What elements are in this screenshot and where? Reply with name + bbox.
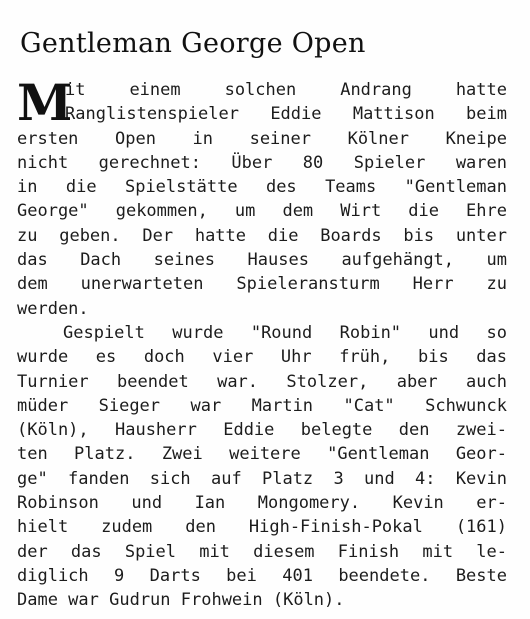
drop-cap: M xyxy=(17,73,73,132)
text-line: diglich 9 Darts bei 401 beendete. Beste xyxy=(17,565,507,586)
text-line: Dame war Gudrun Frohwein (Köln). xyxy=(17,590,345,611)
text-line: Turnier beendet war. Stolzer, aber auch xyxy=(17,371,507,392)
text-line: der das Spiel mit diesem Finish mit le- xyxy=(17,541,507,562)
text-line: ge" fanden sich auf Platz 3 und 4: Kevin xyxy=(17,468,507,489)
text-line: nicht gerechnet: Über 80 Spieler waren xyxy=(17,152,507,173)
text-line: it einem solchen Andrang hatte xyxy=(65,80,507,100)
article-title: Gentleman George Open xyxy=(20,28,366,59)
text-line: wurde es doch vier Uhr früh, bis das xyxy=(17,347,507,368)
text-line: ten Platz. Zwei weitere "Gentleman Geor- xyxy=(17,444,507,465)
text-line: in die Spielstätte des Teams "Gentleman xyxy=(17,177,507,198)
text-line: (Köln), Hausherr Eddie belegte den zwei- xyxy=(17,420,507,441)
article-body xyxy=(17,73,507,613)
text-line: müder Sieger war Martin "Cat" Schwunck xyxy=(17,395,507,416)
text-line: ersten Open in seiner Kölner Kneipe xyxy=(17,128,507,149)
text-line: hielt zudem den High-Finish-Pokal (161) xyxy=(17,517,507,538)
text-line: dem unerwarteten Spieleransturm Herr zu xyxy=(17,274,507,295)
text-line: werden. xyxy=(17,298,89,319)
text-line: Robinson und Ian Mongomery. Kevin er- xyxy=(17,493,507,514)
text-line: George" gekommen, um dem Wirt die Ehre xyxy=(17,201,507,222)
text-line: zu geben. Der hatte die Boards bis unter xyxy=(17,225,507,246)
text-line: das Dach seines Hauses aufgehängt, um xyxy=(17,250,507,271)
text-line: Gespielt wurde "Round Robin" und so xyxy=(63,322,507,343)
text-line: Ranglistenspieler Eddie Mattison beim xyxy=(65,104,507,125)
